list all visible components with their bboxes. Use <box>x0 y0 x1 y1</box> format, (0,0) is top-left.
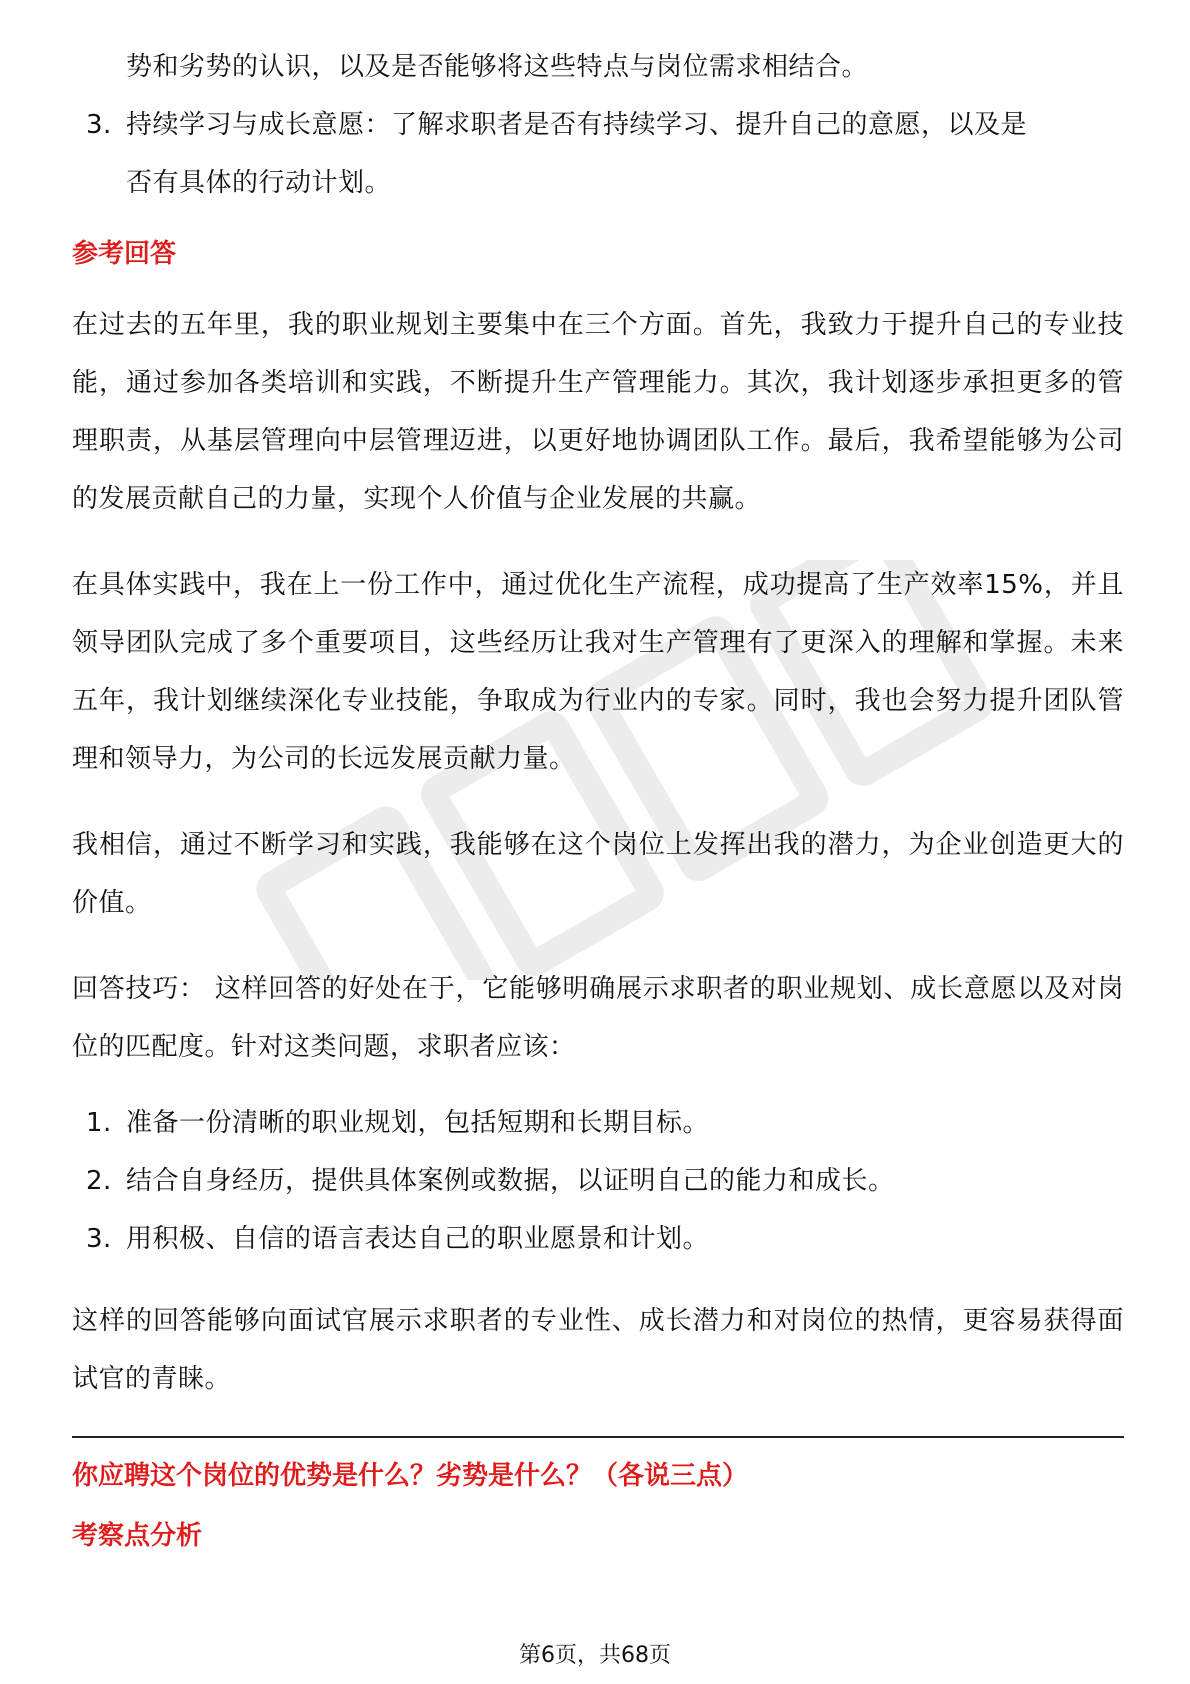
list-text-line: 否有具体的行动计划。 <box>126 168 392 198</box>
list-item <box>72 1094 1124 1152</box>
list-number: 2. <box>86 1166 112 1196</box>
closing-paragraph: 这样的回答能够向面试官展示求职者的专业性、成长潜力和对岗位的热情，更容易获得面试官的青睐。 <box>72 1306 1124 1394</box>
list-text: 用积极、自信的语言表达自己的职业愿景和计划。 <box>126 1224 710 1254</box>
list-number: 1. <box>86 1108 112 1138</box>
tips-intro-paragraph: 回答技巧： 这样回答的好处在于，它能够明确展示求职者的职业规划、成长意愿以及对岗位的匹配度。针对这类问题，求职者应该： <box>72 974 1124 1062</box>
document-page <box>72 38 1124 1556</box>
list-text: 结合自身经历，提供具体案例或数据，以证明自己的能力和成长。 <box>126 1166 895 1196</box>
top-criteria-list <box>72 96 1124 212</box>
answer-paragraph: 在具体实践中，我在上一份工作中，通过优化生产流程，成功提高了生产效率15%，并且领导团队完成了多个重要项目，这些经历让我对生产管理有了更深入的理解和掌握。未来五年，我计划继续深化专业技能，争取成为行业内的专家。同时，我也会努力提升团队管理和领导力，为公司的长远发展贡献力量。 <box>72 570 1124 774</box>
list-text: 准备一份清晰的职业规划，包括短期和长期目标。 <box>126 1108 710 1138</box>
answer-paragraph: 我相信，通过不断学习和实践，我能够在这个岗位上发挥出我的潜力，为企业创造更大的价值。 <box>72 830 1124 918</box>
next-question-heading: 你应聘这个岗位的优势是什么？劣势是什么？（各说三点） <box>72 1461 749 1491</box>
continuation-text: 势和劣势的认识，以及是否能够将这些特点与岗位需求相结合。 <box>126 52 869 82</box>
list-text-line: 持续学习与成长意愿：了解求职者是否有持续学习、提升自己的意愿，以及是 <box>126 110 1028 140</box>
list-text <box>126 96 1124 212</box>
list-number: 3. <box>86 1224 112 1254</box>
list-item <box>72 96 1124 212</box>
list-item <box>72 1210 1124 1268</box>
answer-paragraph: 在过去的五年里，我的职业规划主要集中在三个方面。首先，我致力于提升自己的专业技能，通过参加各类培训和实践，不断提升生产管理能力。其次，我计划逐步承担更多的管理职责，从基层管理向中层管理迈进，以更好地协调团队工作。最后，我希望能够为公司的发展贡献自己的力量，实现个人价值与企业发展的共赢。 <box>72 310 1124 514</box>
tips-list <box>72 1094 1124 1268</box>
analysis-heading: 考察点分析 <box>72 1521 203 1551</box>
section-divider <box>72 1436 1124 1438</box>
reference-answer-heading: 参考回答 <box>72 239 177 269</box>
list-item <box>72 1152 1124 1210</box>
page-footer: 第6页，共68页 <box>519 1643 671 1668</box>
list-number: 3. <box>86 110 112 140</box>
